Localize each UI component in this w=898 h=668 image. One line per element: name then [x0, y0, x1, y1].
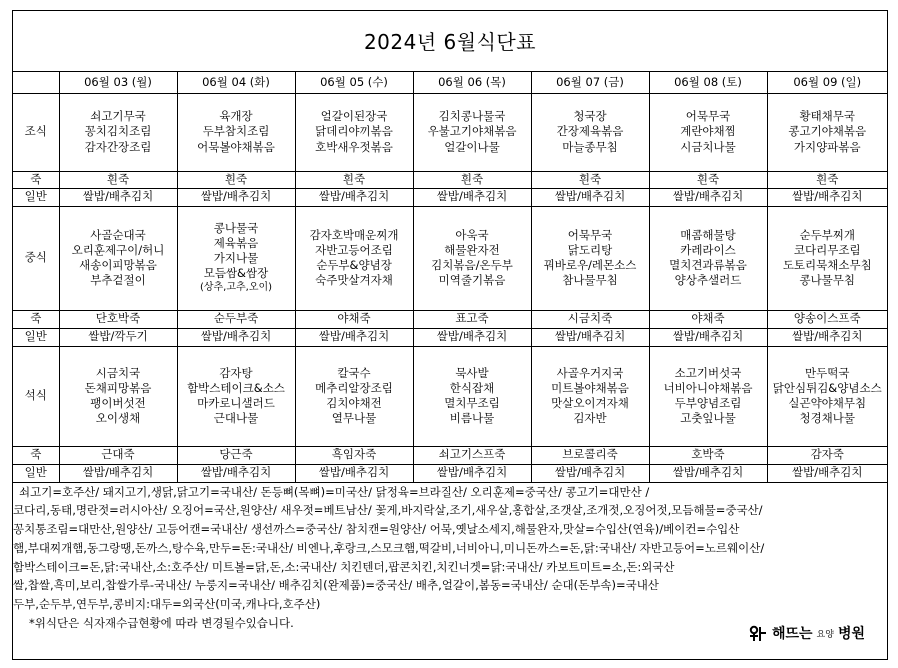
menu-item: 계란야채찜: [680, 124, 736, 139]
day-header: 06월 05 (수): [295, 72, 413, 93]
menu-item: 두부양념조림: [674, 396, 742, 410]
meal-label: 조식: [13, 93, 59, 171]
menu-item: 고춧잎나물: [680, 411, 736, 426]
menu-item: 모듬쌈&쌈장: [203, 266, 269, 281]
meal-label: 죽: [13, 446, 59, 464]
menu-item: 참나물무침: [562, 273, 618, 288]
menu-item: 사골우거지국: [556, 365, 624, 380]
menu-item: 김자반: [573, 411, 607, 426]
menu-item: 자반고등어조림: [315, 242, 393, 257]
menu-item: 미트볼야채볶음: [551, 380, 629, 395]
corner-cell: [13, 72, 59, 93]
menu-cell: 쌀밥/배추김치: [59, 464, 177, 482]
menu-cell: 감자죽: [767, 446, 887, 464]
menu-item: 매콤해물탕: [680, 227, 736, 242]
menu-cell: [59, 206, 177, 310]
menu-cell: 시금치죽: [531, 310, 649, 328]
menu-cell: 쌀밥/배추김치: [295, 328, 413, 346]
menu-item: 시금치나물: [680, 139, 736, 154]
menu-item: 한식잡채: [449, 380, 495, 395]
hospital-logo-icon: [748, 624, 768, 642]
menu-cell: 호박죽: [649, 446, 767, 464]
menu-item: 김치볶음/온두부: [431, 258, 513, 272]
menu-item: 팽이버섯전: [90, 396, 146, 410]
menu-item: 미역줄기볶음: [438, 273, 506, 288]
menu-item: 근대나물: [213, 411, 259, 426]
menu-note: (상추,고추,오이): [199, 282, 273, 294]
menu-cell: [531, 346, 649, 446]
menu-cell: 흰죽: [295, 171, 413, 188]
menu-cell: 쌀밥/배추김치: [59, 188, 177, 206]
menu-cell: [767, 93, 887, 171]
menu-item: 콩고기야채볶음: [788, 124, 867, 139]
menu-item: 소고기버섯국: [674, 365, 742, 380]
menu-item: 얼갈이된장국: [320, 109, 388, 124]
menu-cell: 쌀밥/배추김치: [177, 328, 295, 346]
menu-cell: 쌀밥/배추김치: [177, 188, 295, 206]
menu-item: 너비아니야채볶음: [663, 380, 753, 395]
logo-name: 해뜨는: [771, 626, 813, 642]
menu-item: 새송이피망볶음: [79, 258, 157, 272]
menu-item: 닭안심튀김&양념소스: [772, 380, 882, 395]
menu-item: 해물완자전: [444, 242, 500, 257]
menu-item: 함박스테이크&소스: [187, 380, 285, 395]
menu-item: 콩나물국: [213, 220, 259, 235]
menu-cell: 야채죽: [649, 310, 767, 328]
menu-cell: [59, 346, 177, 446]
menu-item: 어묵볼야채볶음: [197, 139, 275, 154]
menu-cell: 표고죽: [413, 310, 531, 328]
meal-label: 일반: [13, 464, 59, 482]
menu-cell: [413, 346, 531, 446]
menu-item: 마카로니샐러드: [197, 396, 275, 410]
menu-cell: [531, 206, 649, 310]
menu-cell: [413, 206, 531, 310]
menu-cell: 쌀밥/배추김치: [177, 464, 295, 482]
meal-label: 죽: [13, 310, 59, 328]
day-header: 06월 03 (월): [59, 72, 177, 93]
menu-item: 메추리알장조림: [315, 380, 393, 395]
menu-item: 우불고기야채볶음: [427, 124, 517, 139]
menu-item: 비름나물: [449, 411, 495, 426]
menu-cell: 쌀밥/배추김치: [767, 328, 887, 346]
menu-cell: 쌀밥/배추김치: [531, 464, 649, 482]
menu-cell: 순두부죽: [177, 310, 295, 328]
menu-cell: 쌀밥/깍두기: [59, 328, 177, 346]
menu-item: 사골순대국: [90, 227, 146, 242]
menu-item: 도토리묵채소무침: [782, 258, 872, 272]
menu-item: 만두떡국: [805, 365, 850, 380]
menu-item: 쇠고기무국: [90, 109, 146, 124]
menu-item: 닭데리야끼볶음: [315, 124, 393, 139]
menu-cell: [295, 93, 413, 171]
menu-item: 맛살오이겨자채: [551, 396, 629, 410]
menu-cell: [177, 206, 295, 310]
menu-item: 부추겉절이: [90, 273, 146, 288]
menu-item: 황태채무국: [799, 109, 856, 124]
menu-cell: 쇠고기스프죽: [413, 446, 531, 464]
menu-item: 어묵무국: [685, 109, 731, 124]
menu-cell: 흰죽: [767, 171, 887, 188]
meal-label: 일반: [13, 188, 59, 206]
menu-sheet: [12, 10, 888, 660]
menu-cell: 쌀밥/배추김치: [649, 328, 767, 346]
menu-item: 두부참치조림: [202, 124, 270, 139]
menu-item: 시금치국: [95, 365, 141, 380]
menu-item: 카레라이스: [680, 242, 736, 257]
notice-text: *위식단은 식자재수급현황에 따라 변경될수있습니다.: [29, 616, 294, 631]
menu-item: 순두부&양념장: [316, 258, 392, 272]
menu-item: 얼갈이나물: [444, 139, 500, 154]
menu-item: 열무나물: [331, 411, 377, 426]
menu-cell: 단호박죽: [59, 310, 177, 328]
origin-notes: [13, 483, 887, 633]
menu-item: 순두부찌개: [799, 227, 856, 242]
menu-item: 육개장: [219, 109, 253, 124]
meal-label: 일반: [13, 328, 59, 346]
origin-line: 햄,부대찌개햄,동그랑땡,돈까스,탕수육,만두=돈:국내산/ 비엔나,후랑크,스모크햄,떡갈비,너비아니,미니돈까스=돈,닭:국내산/ 자반고등어=노르웨이산/: [13, 540, 765, 555]
menu-item: 감자간장조림: [84, 139, 152, 154]
menu-cell: 쌀밥/배추김치: [295, 464, 413, 482]
day-header: 06월 08 (토): [649, 72, 767, 93]
menu-cell: [59, 93, 177, 171]
menu-item: 꽁치김치조림: [84, 124, 152, 139]
menu-item: 칼국수: [337, 365, 371, 380]
menu-cell: [649, 206, 767, 310]
menu-cell: 흑임자죽: [295, 446, 413, 464]
origin-line: 꽁치통조림=대만산,원양산/ 고등어캔=국내산/ 생선까스=중국산/ 참치캔=원양산/ 어묵,옛날소세지,해물완자,맛살=수입산(연육)/베이컨=수입산: [13, 522, 740, 537]
menu-cell: 쌀밥/배추김치: [413, 328, 531, 346]
menu-item: 감자호박매운찌개: [309, 227, 399, 242]
menu-item: 오리훈제구이/허니: [71, 242, 165, 257]
menu-cell: 근대죽: [59, 446, 177, 464]
menu-cell: 쌀밥/배추김치: [295, 188, 413, 206]
menu-item: 닭도리탕: [567, 242, 613, 257]
menu-cell: [649, 346, 767, 446]
menu-item: 청국장: [573, 109, 607, 124]
logo-suffix: 병원: [837, 626, 865, 642]
day-header: 06월 09 (일): [767, 72, 887, 93]
menu-item: 김치콩나물국: [438, 109, 506, 124]
menu-item: 숙주맛살겨자채: [315, 273, 393, 288]
menu-cell: 쌀밥/배추김치: [413, 188, 531, 206]
menu-item: 묵사발: [455, 365, 489, 380]
page-title: 2024년 6월식단표: [13, 11, 887, 72]
menu-item: 김치야채전: [326, 396, 382, 410]
menu-item: 멸치무조림: [444, 396, 500, 410]
menu-item: 꿔바로우/레몬소스: [543, 258, 637, 272]
menu-cell: 당근죽: [177, 446, 295, 464]
origin-line: 쌀,찹쌀,흑미,보리,찹쌀가루-국내산/ 누룽지=국내산/ 배추김치(완제품)=중국산/ 배추,얼갈이,봄동=국내산/ 순대(돈부속)=국내산: [13, 578, 659, 593]
menu-cell: 흰죽: [59, 171, 177, 188]
menu-cell: 쌀밥/배추김치: [531, 188, 649, 206]
meal-label: 중식: [13, 206, 59, 310]
menu-cell: 흰죽: [177, 171, 295, 188]
menu-table: [13, 72, 887, 483]
menu-item: 양상추샐러드: [674, 273, 742, 288]
menu-item: 간장제육볶음: [556, 124, 624, 139]
menu-cell: [413, 93, 531, 171]
menu-item: 콩나물무침: [799, 273, 856, 288]
meal-label: 석식: [13, 346, 59, 446]
day-header: 06월 04 (화): [177, 72, 295, 93]
menu-cell: 쌀밥/배추김치: [413, 464, 531, 482]
menu-item: 아욱국: [455, 227, 489, 242]
menu-cell: [295, 346, 413, 446]
menu-cell: 쌀밥/배추김치: [531, 328, 649, 346]
menu-cell: 흰죽: [413, 171, 531, 188]
menu-cell: [767, 346, 887, 446]
menu-cell: 브로콜리죽: [531, 446, 649, 464]
menu-cell: 야채죽: [295, 310, 413, 328]
menu-item: 마늘종무침: [562, 139, 618, 154]
menu-cell: [531, 93, 649, 171]
menu-cell: [295, 206, 413, 310]
menu-cell: 쌀밥/배추김치: [767, 464, 887, 482]
menu-cell: 쌀밥/배추김치: [767, 188, 887, 206]
menu-item: 제육볶음: [213, 235, 259, 250]
menu-item: 가지양파볶음: [793, 139, 861, 154]
menu-cell: 흰죽: [649, 171, 767, 188]
logo-small: 요양: [816, 629, 834, 640]
menu-item: 멸치견과류볶음: [669, 258, 747, 272]
menu-item: 호박새우젓볶음: [315, 139, 393, 154]
origin-line: 함박스테이크=돈,닭:국내산,소:호주산/ 미트볼=닭,돈,소:국내산/ 치킨텐더,팝콘치킨,치킨너겟=닭:국내산/ 카보트미트=소,돈:외국산: [13, 559, 675, 574]
hospital-logo: [742, 623, 865, 643]
menu-item: 가지나물: [213, 251, 259, 265]
menu-cell: 쌀밥/배추김치: [649, 464, 767, 482]
day-header: 06월 07 (금): [531, 72, 649, 93]
menu-cell: 양송이스프죽: [767, 310, 887, 328]
menu-cell: 쌀밥/배추김치: [649, 188, 767, 206]
menu-item: 실곤약야채무침: [788, 396, 867, 410]
origin-line: 쇠고기=호주산/ 돼지고기,생닭,닭고기=국내산/ 돈등뼈(목뼈)=미국산/ 닭정육=브라질산/ 오리훈제=중국산/ 콩고기=대만산 /: [19, 484, 650, 499]
menu-item: 오이생채: [95, 411, 141, 426]
menu-cell: 흰죽: [531, 171, 649, 188]
menu-cell: [177, 93, 295, 171]
menu-cell: [649, 93, 767, 171]
menu-cell: [177, 346, 295, 446]
meal-label: 죽: [13, 171, 59, 188]
origin-line: 두부,순두부,연두부,콩비지:대두=외국산(미국,캐나다,호주산): [13, 597, 321, 612]
menu-item: 어묵무국: [567, 227, 613, 242]
day-header: 06월 06 (목): [413, 72, 531, 93]
menu-item: 돈채피망볶음: [84, 380, 152, 395]
origin-line: 코다리,동태,명란젓=러시아산/ 오징어=국산,원양산/ 새우젓=베트남산/ 꽃게,바지락살,조기,새우살,홍합살,조갯살,조개젓,오징어젓,모듬해물=중국산/: [13, 503, 763, 518]
menu-cell: [767, 206, 887, 310]
menu-item: 감자탕: [219, 365, 253, 380]
menu-item: 코다리무조림: [793, 242, 861, 257]
menu-item: 청경채나물: [799, 411, 856, 426]
